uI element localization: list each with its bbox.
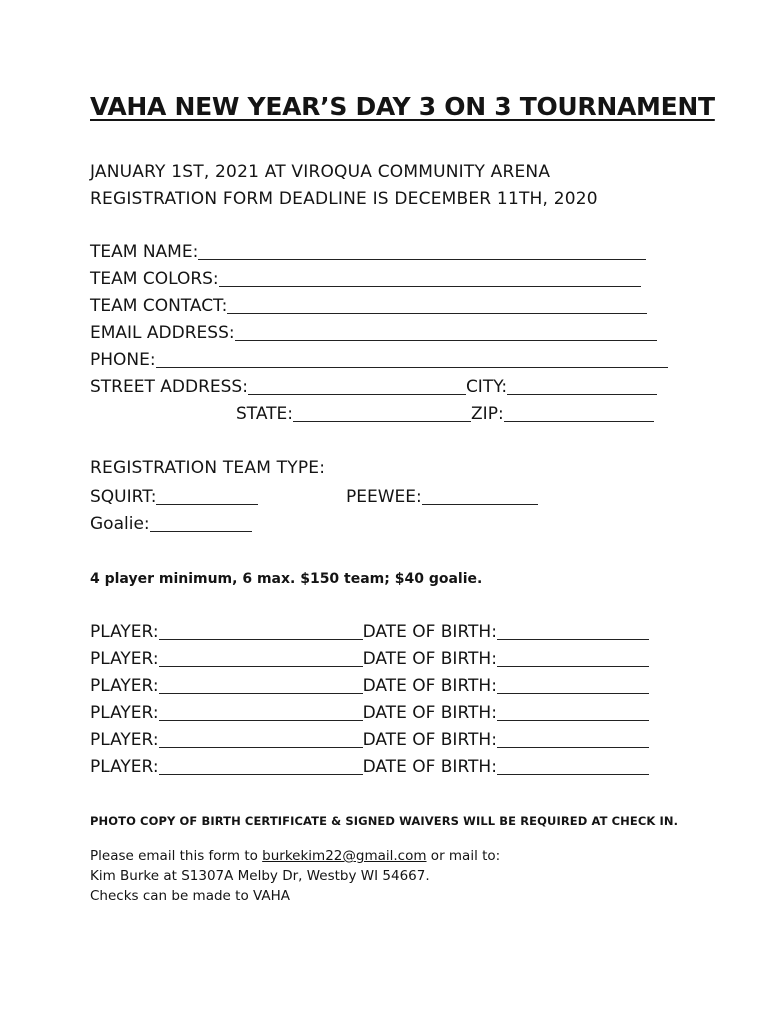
team-colors-blank[interactable]	[219, 271, 641, 287]
player-row[interactable]	[90, 703, 649, 723]
pricing-note: 4 player minimum, 6 max. $150 team; $40 goalie.	[90, 571, 483, 587]
city-label: CITY:	[465, 377, 508, 397]
team-name-blank[interactable]	[198, 244, 646, 260]
peewee-field[interactable]	[346, 487, 538, 507]
dob-blank[interactable]	[497, 759, 649, 775]
contact-suffix: or mail to:	[426, 848, 501, 864]
state-blank[interactable]	[293, 406, 471, 422]
goalie-label: Goalie:	[90, 514, 150, 534]
team-colors-field[interactable]	[90, 269, 641, 289]
player-label: PLAYER:	[90, 703, 159, 723]
contact-prefix: Please email this form to	[90, 848, 263, 864]
dob-label: DATE OF BIRTH:	[362, 676, 497, 696]
registration-type-heading: REGISTRATION TEAM TYPE:	[90, 458, 326, 478]
dob-label: DATE OF BIRTH:	[362, 622, 497, 642]
dob-blank[interactable]	[497, 624, 649, 640]
player-row[interactable]	[90, 757, 649, 777]
dob-blank[interactable]	[497, 732, 649, 748]
street-label: STREET ADDRESS:	[90, 377, 248, 397]
player-label: PLAYER:	[90, 649, 159, 669]
event-date-line: JANUARY 1ST, 2021 AT VIROQUA COMMUNITY ARENA	[90, 162, 551, 182]
zip-label: ZIP:	[471, 404, 504, 424]
street-blank[interactable]	[248, 379, 466, 395]
email-link[interactable]: burkekim22@gmail.com	[262, 848, 427, 864]
team-colors-label: TEAM COLORS:	[90, 269, 219, 289]
squirt-blank[interactable]	[156, 489, 258, 505]
player-name-blank[interactable]	[159, 678, 363, 694]
player-label: PLAYER:	[90, 676, 159, 696]
dob-blank[interactable]	[497, 705, 649, 721]
team-name-label: TEAM NAME:	[90, 242, 199, 262]
phone-label: PHONE:	[90, 350, 156, 370]
phone-field[interactable]	[90, 350, 668, 370]
player-name-blank[interactable]	[159, 624, 363, 640]
player-name-blank[interactable]	[159, 732, 363, 748]
player-label: PLAYER:	[90, 622, 159, 642]
contact-line-1	[90, 846, 500, 866]
player-row[interactable]	[90, 676, 649, 696]
email-field[interactable]	[90, 323, 657, 343]
team-contact-field[interactable]	[90, 296, 647, 316]
squirt-label: SQUIRT:	[90, 487, 157, 507]
squirt-field[interactable]	[90, 487, 258, 507]
phone-blank[interactable]	[156, 352, 668, 368]
deadline-line: REGISTRATION FORM DEADLINE IS DECEMBER 11TH, 2020	[90, 189, 598, 209]
zip-blank[interactable]	[504, 406, 654, 422]
dob-blank[interactable]	[497, 651, 649, 667]
player-name-blank[interactable]	[159, 651, 363, 667]
dob-label: DATE OF BIRTH:	[362, 703, 497, 723]
goalie-blank[interactable]	[150, 516, 252, 532]
player-name-blank[interactable]	[159, 759, 363, 775]
email-blank[interactable]	[235, 325, 657, 341]
peewee-blank[interactable]	[422, 489, 538, 505]
player-row[interactable]	[90, 622, 649, 642]
dob-label: DATE OF BIRTH:	[362, 649, 497, 669]
dob-blank[interactable]	[497, 678, 649, 694]
dob-label: DATE OF BIRTH:	[362, 757, 497, 777]
contact-line-2: Kim Burke at S1307A Melby Dr, Westby WI 54667.	[90, 868, 430, 884]
state-label: STATE:	[236, 404, 294, 424]
player-name-blank[interactable]	[159, 705, 363, 721]
page-title: VAHA NEW YEAR’S DAY 3 ON 3 TOURNAMENT	[90, 92, 715, 121]
city-blank[interactable]	[507, 379, 657, 395]
player-row[interactable]	[90, 730, 649, 750]
player-row[interactable]	[90, 649, 649, 669]
state-zip-field[interactable]	[236, 404, 654, 424]
checkin-note: PHOTO COPY OF BIRTH CERTIFICATE & SIGNED WAIVERS WILL BE REQUIRED AT CHECK IN.	[90, 814, 679, 828]
player-label: PLAYER:	[90, 730, 159, 750]
peewee-label: PEEWEE:	[346, 487, 422, 507]
goalie-field[interactable]	[90, 514, 252, 534]
team-name-field[interactable]	[90, 242, 646, 262]
team-contact-label: TEAM CONTACT:	[90, 296, 228, 316]
email-label: EMAIL ADDRESS:	[90, 323, 235, 343]
street-city-field[interactable]	[90, 377, 657, 397]
team-contact-blank[interactable]	[227, 298, 647, 314]
player-label: PLAYER:	[90, 757, 159, 777]
contact-line-3: Checks can be made to VAHA	[90, 888, 290, 904]
dob-label: DATE OF BIRTH:	[362, 730, 497, 750]
